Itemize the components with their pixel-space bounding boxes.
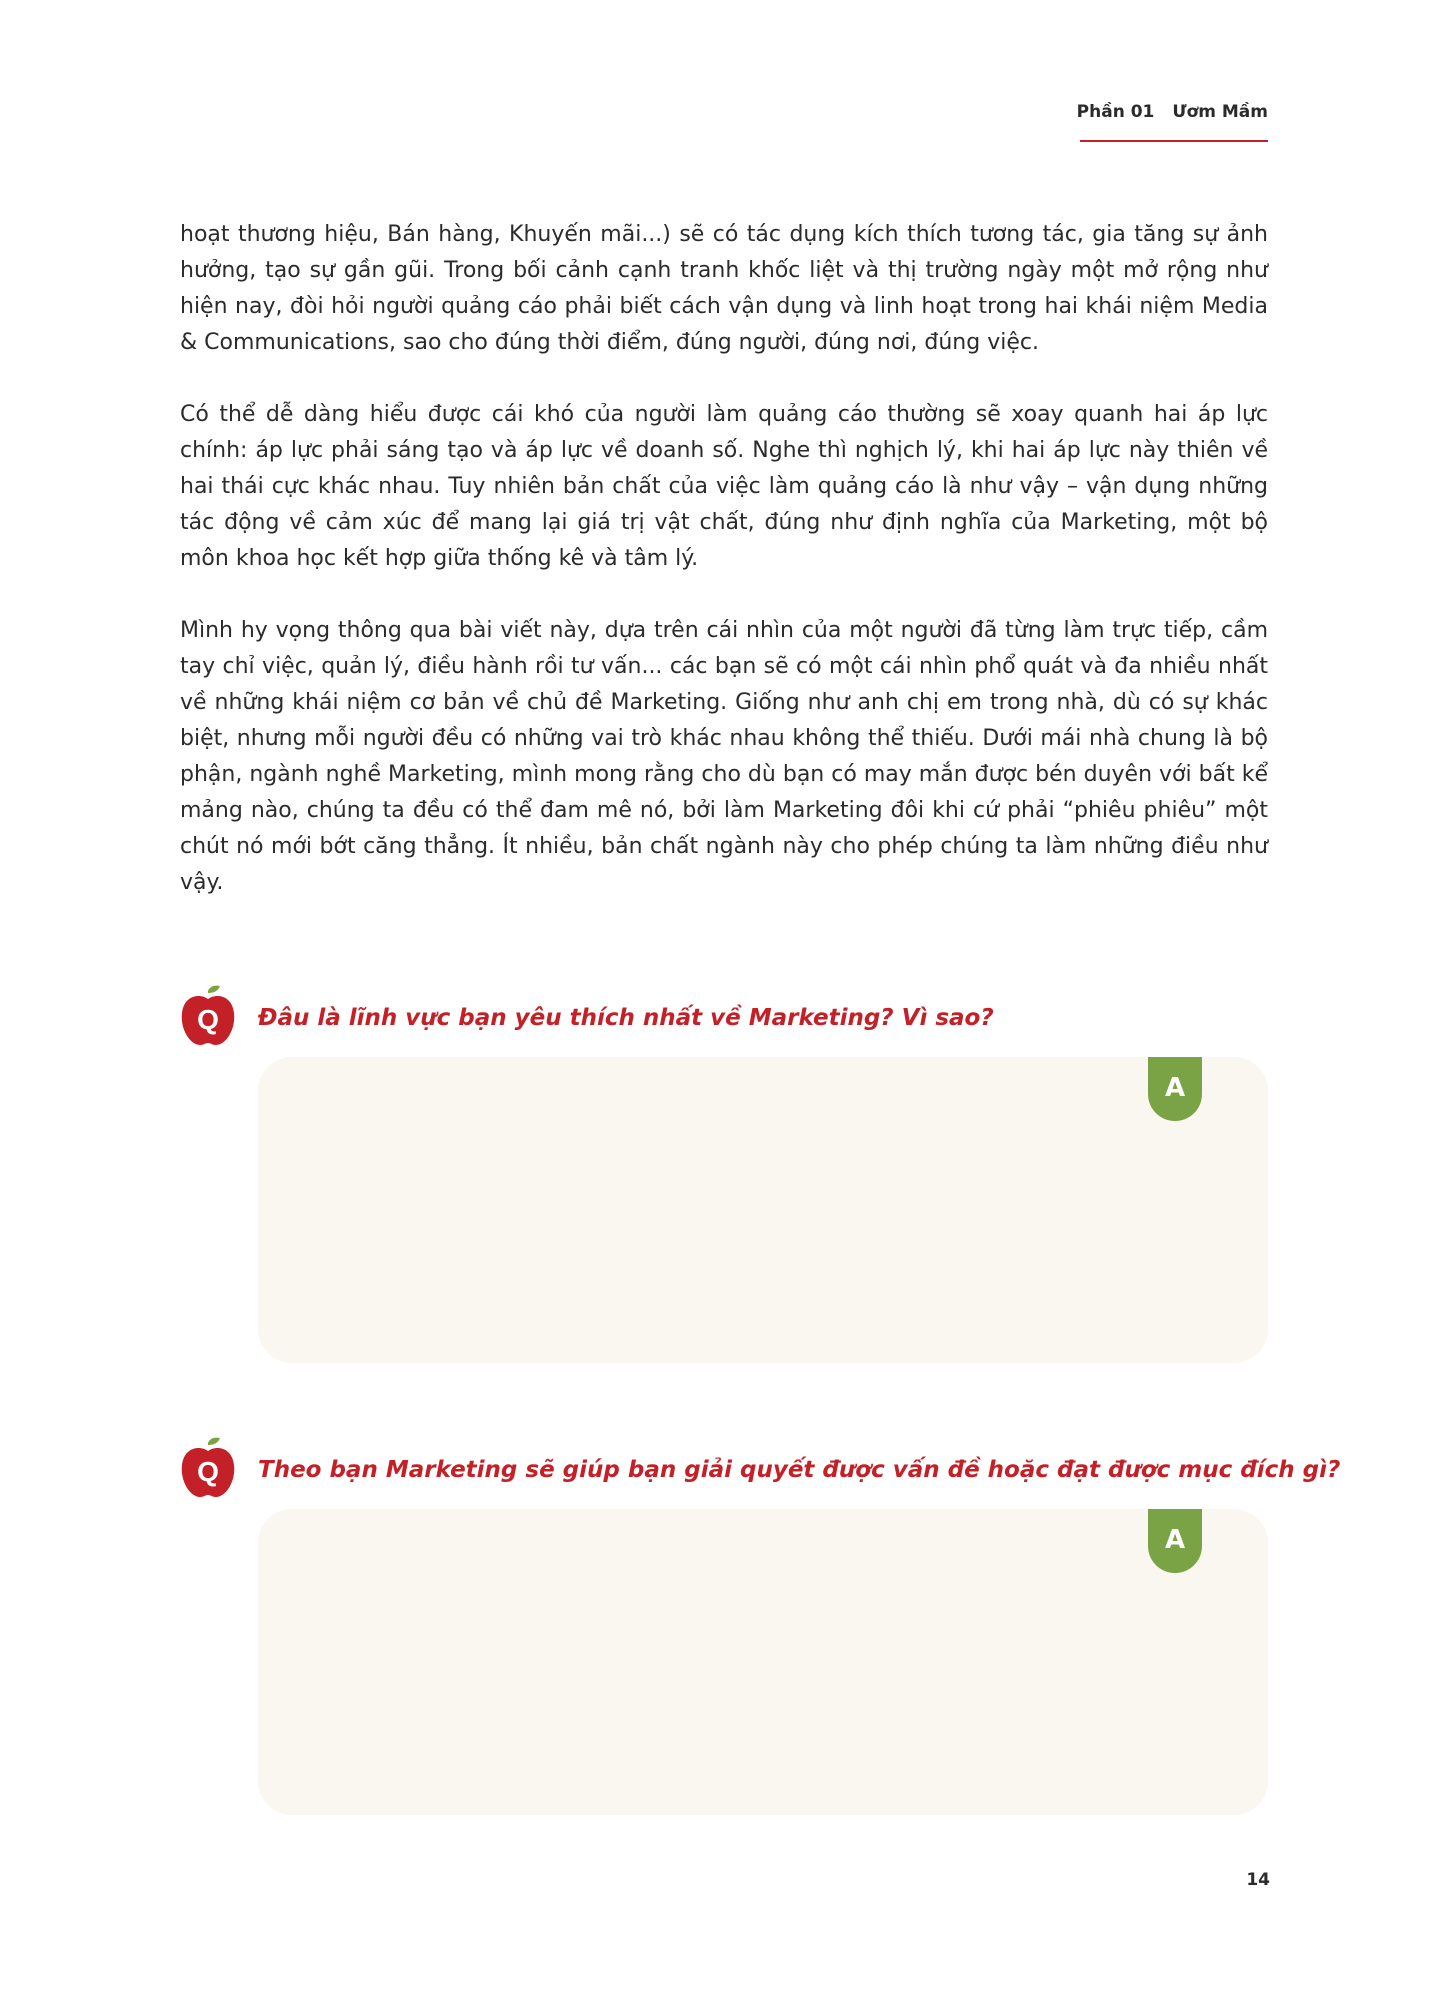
question-text: Theo bạn Marketing sẽ giúp bạn giải quyết được vấn đề hoặc đạt được mục đích gì? xyxy=(258,1457,1341,1483)
question-block-2 xyxy=(180,1437,1341,1817)
apple-q-icon xyxy=(180,985,236,1047)
header-part: Phần 01 xyxy=(1076,102,1155,122)
body-text xyxy=(180,217,1268,937)
apple-q-icon xyxy=(180,1437,236,1499)
answer-box[interactable] xyxy=(258,1057,1268,1363)
question-text: Đâu là lĩnh vực bạn yêu thích nhất về Marketing? Vì sao? xyxy=(258,1005,994,1031)
page-number: 14 xyxy=(1246,1870,1270,1890)
header-chapter: Ươm Mầm xyxy=(1172,102,1268,122)
answer-box[interactable] xyxy=(258,1509,1268,1815)
answer-tab: A xyxy=(1148,1057,1202,1121)
paragraph: hoạt thương hiệu, Bán hàng, Khuyến mãi...) sẽ có tác dụng kích thích tương tác, gia tăng sự ảnh hưởng, tạo sự gần gũi. Trong bối cảnh cạnh tranh khốc liệt và thị trường ngày một mở rộng như hiện nay, đòi hỏi người quảng cáo phải biết cách vận dụng và linh hoạt trong hai khái niệm Media & Communications, sao cho đúng thời điểm, đúng người, đúng nơi, đúng việc. xyxy=(180,222,1268,355)
question-badge-label: Q xyxy=(197,1004,219,1035)
paragraph: Mình hy vọng thông qua bài viết này, dựa trên cái nhìn của một người đã từng làm trực tiếp, cầm tay chỉ việc, quản lý, điều hành rồi tư vấn... các bạn sẽ có một cái nhìn phổ quát và đa nhiều nhất về những khái niệm cơ bản về chủ đề Marketing. Giống như anh chị em trong nhà, dù có sự khác biệt, nhưng mỗi người đều có những vai trò khác nhau không thể thiếu. Dưới mái nhà chung là bộ phận, ngành nghề Marketing, mình mong rằng cho dù bạn có may mắn được bén duyên với bất kể mảng nào, chúng ta đều có thể đam mê nó, bởi làm Marketing đôi khi cứ phải “phiêu phiêu” một chút nó mới bớt căng thẳng. Ít nhiều, bản chất ngành này cho phép chúng ta làm những điều như vậy. xyxy=(180,618,1268,895)
question-badge-label: Q xyxy=(197,1456,219,1487)
question-block-1 xyxy=(180,985,1268,1365)
answer-tab: A xyxy=(1148,1509,1202,1573)
running-header xyxy=(1076,102,1268,142)
paragraph: Có thể dễ dàng hiểu được cái khó của người làm quảng cáo thường sẽ xoay quanh hai áp lực chính: áp lực phải sáng tạo và áp lực về doanh số. Nghe thì nghịch lý, khi hai áp lực này thiên về hai thái cực khác nhau. Tuy nhiên bản chất của việc làm quảng cáo là như vậy – vận dụng những tác động về cảm xúc để mang lại giá trị vật chất, đúng như định nghĩa của Marketing, một bộ môn khoa học kết hợp giữa thống kê và tâm lý. xyxy=(180,402,1268,571)
